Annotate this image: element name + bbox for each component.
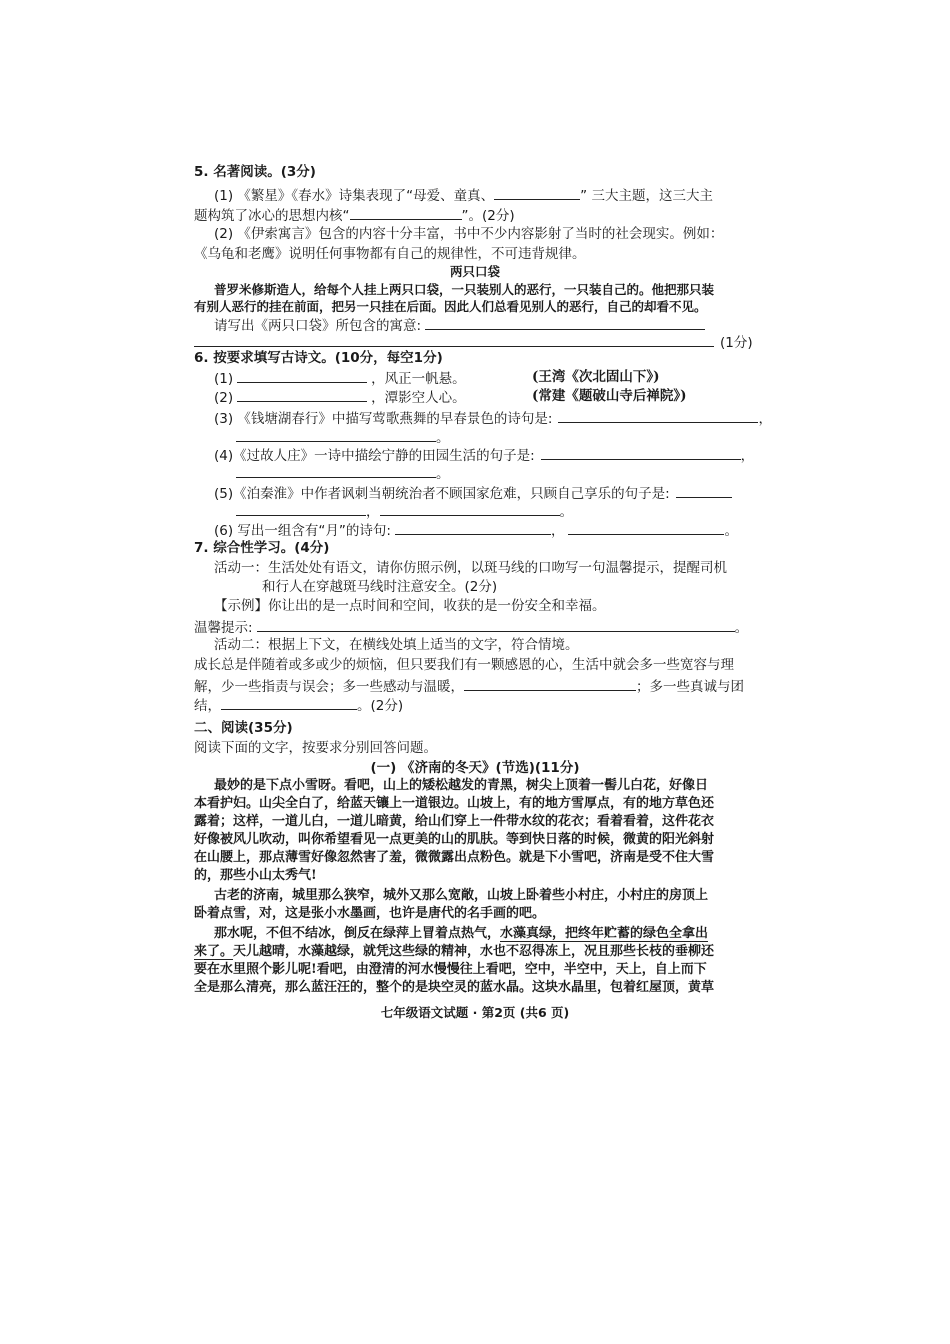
q5-part2-line1: (2) 《伊索寓言》包含的内容十分丰富，书中不少内容影射了当时的社会现实。例如： <box>214 226 724 242</box>
answer-blank[interactable] <box>257 618 735 632</box>
fable-text-line2: 有别人恶行的挂在前面，把另一只挂在后面。因此人们总看见别人的恶行，自己的却看不见。 <box>194 299 707 314</box>
fable-text-line1: 普罗米修斯造人，给每个人挂上两只口袋，一只装别人的恶行，一只装自己的。他把那只装 <box>214 282 715 297</box>
answer-blank[interactable] <box>236 502 366 516</box>
answer-blank[interactable] <box>464 677 636 691</box>
q7-activity1-line1: 活动一：生活处处有语文，请你仿照示例，以斑马线的口吻写一句温馨提示，提醒司机 <box>214 560 727 576</box>
answer-blank[interactable] <box>541 446 741 460</box>
answer-blank[interactable] <box>676 484 732 498</box>
answer-blank[interactable] <box>236 428 436 442</box>
q6-title: 6. 按要求填写古诗文。(10分，每空1分) <box>194 350 443 366</box>
q6-line4: (4)《过故人庄》一诗中描绘宁静的田园生活的句子是: ， <box>214 448 755 464</box>
page-footer: 七年级语文试题 · 第2页 (共6 页) <box>380 1005 570 1020</box>
q5-part1-line1: (1) 《繁星》《春水》诗集表现了“母爱、童真、 ” 三大主题，这三大主 <box>214 188 713 204</box>
reading-instruction: 阅读下面的文字，按要求分别回答问题。 <box>194 740 437 756</box>
q7-title: 7. 综合性学习。(4分) <box>194 540 330 556</box>
q6-line4b: 。 <box>236 464 450 482</box>
q7-activity2: 活动二：根据上下文，在横线处填上适当的文字，符合情境。 <box>214 637 579 653</box>
q6-line2-source: (常建《题破山寺后禅院》) <box>532 388 687 404</box>
answer-blank[interactable] <box>237 369 367 383</box>
answer-blank[interactable] <box>221 696 357 710</box>
q5-title: 5. 名著阅读。(3分) <box>194 164 316 180</box>
passage-p1-line4: 好像被风儿吹动，叫你希望看见一点更美的山的肌肤。等到快日落的时候，微黄的阳光斜射 <box>194 832 715 847</box>
passage-p1-line5: 在山腰上，那点薄雪好像忽然害了羞，微微露出点粉色。就是下小雪吧，济南是受不住大雪 <box>194 850 715 865</box>
q7-passage-line3: 结， 。(2分) <box>194 698 404 714</box>
passage-p2-line1: 古老的济南，城里那么狭窄，城外又那么宽敞，山坡上卧着些小村庄，小村庄的房顶上 <box>214 888 709 903</box>
passage-p2-line2: 卧着点雪，对，这是张小水墨画，也许是唐代的名手画的吧。 <box>194 906 546 921</box>
passage-p1-line1: 最妙的是下点小雪呀。看吧，山上的矮松越发的青黑，树尖上顶着一髻儿白花，好像日 <box>214 778 709 793</box>
q5-ask-line2: (1分) <box>194 333 753 351</box>
q6-line3: (3) 《钱塘湖春行》中描写莺歌燕舞的早春景色的诗句是: ， <box>214 411 772 427</box>
q7-activity1-line2: 和行人在穿越斑马线时注意安全。(2分) <box>262 579 498 595</box>
q7-example: 【示例】你让出的是一点时间和空间，收获的是一份安全和幸福。 <box>214 598 606 614</box>
q7-passage-line2: 解，少一些指责与误会；多一些感动与温暖， ；多一些真诚与团 <box>194 679 744 695</box>
q7-passage-line1: 成长总是伴随着或多或少的烦恼，但只要我们有一颗感恩的心，生活中就会多一些宽容与理 <box>194 657 734 673</box>
answer-blank[interactable] <box>237 388 367 402</box>
underlined-sentence-end: 来了。 <box>194 944 234 959</box>
answer-blank[interactable] <box>568 521 724 535</box>
q6-line5b: ， 。 <box>236 502 573 520</box>
underlined-sentence: 水藻真绿，把终年贮蓄的绿色全拿出 <box>500 926 709 941</box>
q5-part1-line2: 题构筑了冰心的思想内核“ ”。(2分) <box>194 208 515 224</box>
passage-p3-line4: 全是那么清亮，那么蓝汪汪的，整个的是块空灵的蓝水晶。这块水晶里，包着红屋顶，黄草 <box>194 980 715 995</box>
passage-p3-line1: 那水呢，不但不结冰，倒反在绿萍上冒着点热气，水藻真绿，把终年贮蓄的绿色全拿出 <box>214 926 709 941</box>
q6-line5: (5)《泊秦淮》中作者讽刺当朝统治者不顾国家危难，只顾自己享乐的句子是: <box>214 484 732 502</box>
answer-blank[interactable] <box>380 502 560 516</box>
answer-blank[interactable] <box>194 333 714 347</box>
answer-blank[interactable] <box>425 316 705 330</box>
q7-tip: 温馨提示: 。 <box>194 620 749 636</box>
q5-part2-line2: 《乌龟和老鹰》说明任何事物都有自己的规律性，不可违背规律。 <box>194 246 586 262</box>
q6-line3b: 。 <box>236 428 450 446</box>
answer-blank[interactable] <box>350 206 462 220</box>
q6-line1-source: (王湾《次北固山下》) <box>532 369 660 385</box>
passage-p1-line3: 露着；这样，一道儿白，一道儿暗黄，给山们穿上一件带水纹的花衣；看着看着，这件花衣 <box>194 814 715 829</box>
fable-title: 两只口袋 <box>449 264 500 279</box>
q5-ask: 请写出《两只口袋》所包含的寓意: <box>214 316 705 334</box>
answer-blank[interactable] <box>494 186 580 200</box>
answer-blank[interactable] <box>395 521 551 535</box>
q6-line6: (6) 写出一组含有“月”的诗句: ， 。 <box>214 523 738 539</box>
reading-section-title: (一) 《济南的冬天》(节选)(11分) <box>370 760 580 776</box>
passage-p1-line6: 的，那些小山太秀气! <box>194 868 317 883</box>
reading-title: 二、阅读(35分) <box>194 720 293 736</box>
answer-blank[interactable] <box>558 409 758 423</box>
answer-blank[interactable] <box>236 464 436 478</box>
passage-p3-line3: 要在水里照个影儿呢!看吧，由澄清的河水慢慢往上看吧，空中，半空中，天上，自上而下 <box>194 962 707 977</box>
passage-p3-line2: 来了。天儿越晴，水藻越绿，就凭这些绿的精神，水也不忍得冻上，况且那些长枝的垂柳还 <box>194 944 715 959</box>
passage-p1-line2: 本看护妇。山尖全白了，给蓝天镶上一道银边。山坡上，有的地方雪厚点，有的地方草色还 <box>194 796 715 811</box>
q6-line2: (2) ，潭影空人心。 <box>214 390 466 406</box>
q6-line1: (1) ，风正一帆悬。 <box>214 371 466 387</box>
